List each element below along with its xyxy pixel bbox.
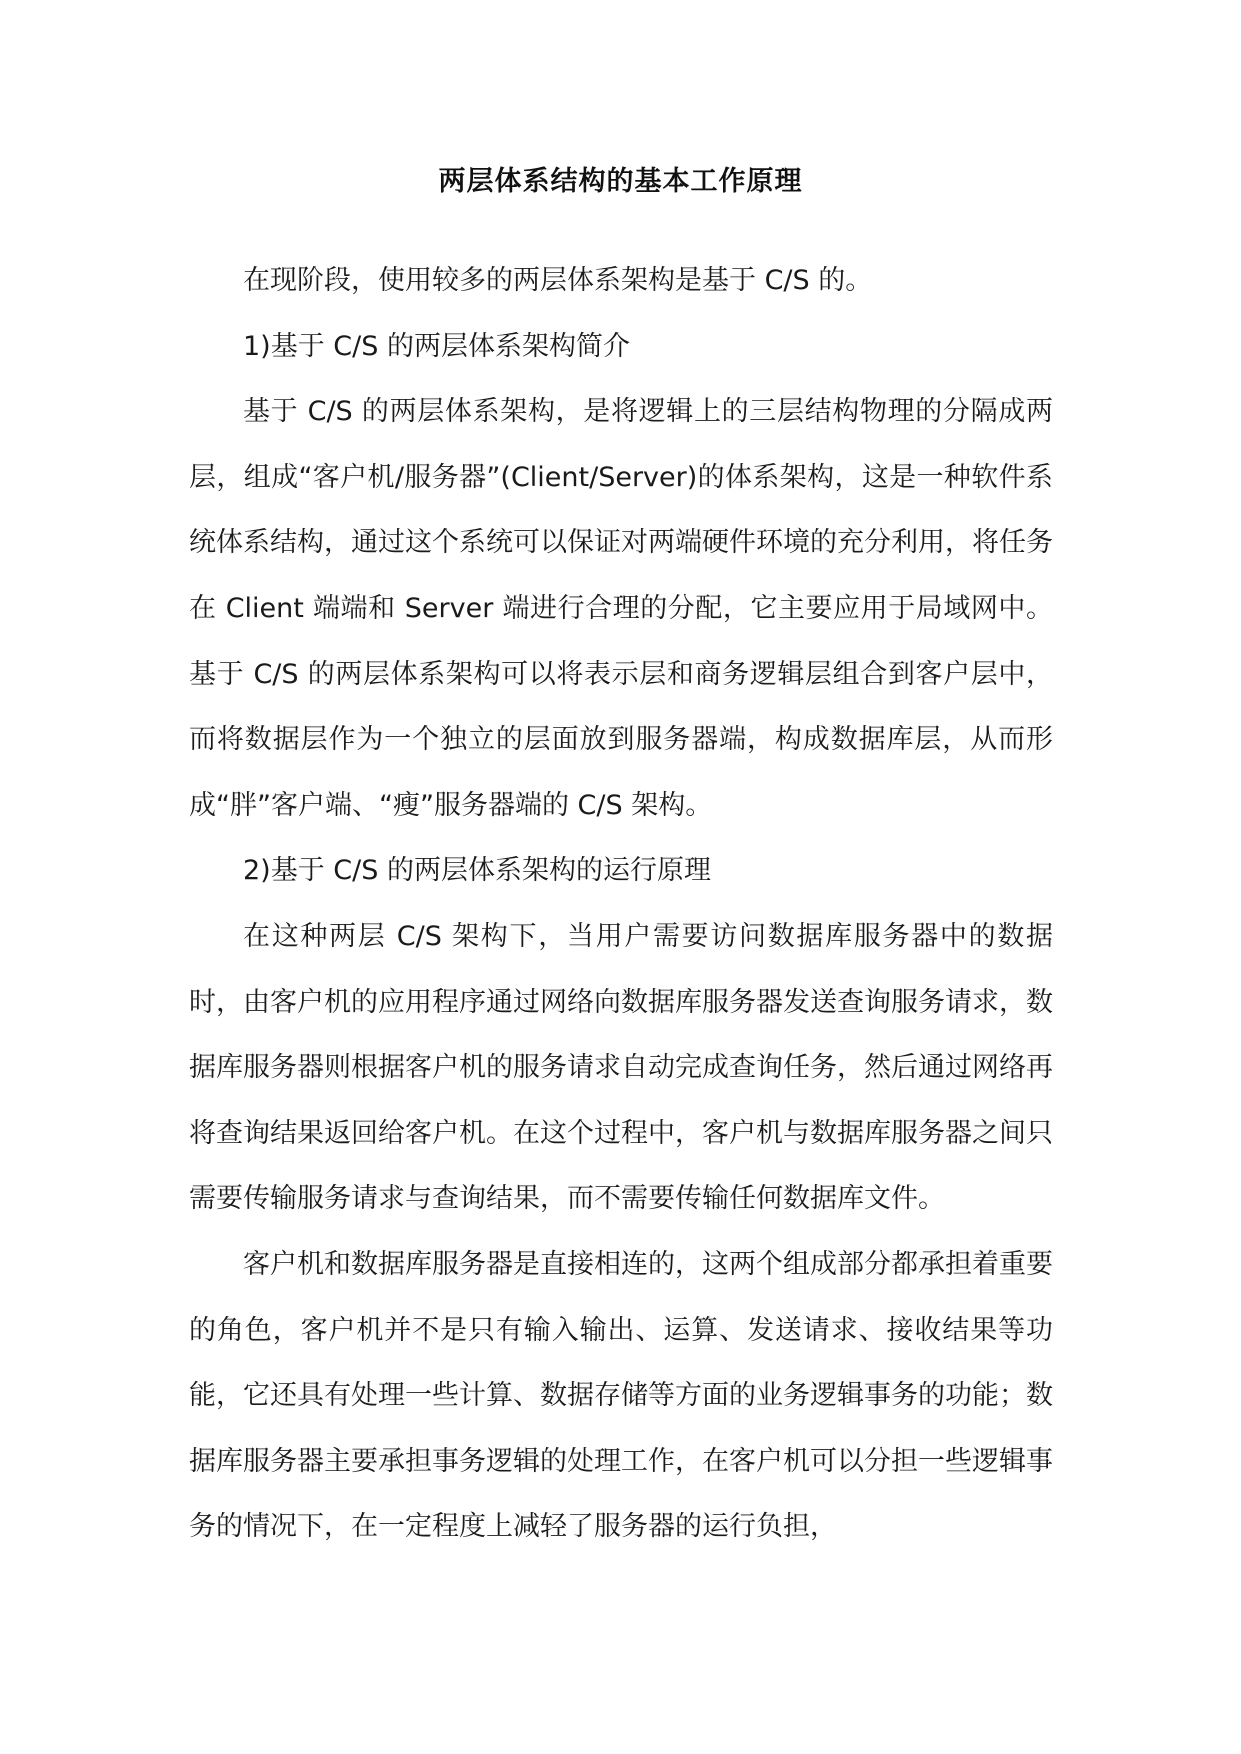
paragraph-cs-operation: 在这种两层 C/S 架构下，当用户需要访问数据库服务器中的数据时，由客户机的应用程序通过网络向数据库服务器发送查询服务请求，数据库服务器则根据客户机的服务请求自动完成查询任务，然后通过网络再将查询结果返回给客户机。在这个过程中，客户机与数据库服务器之间只需要传输服务请求与查询结果，而不需要传输任何数据库文件。 xyxy=(189,920,1053,1215)
paragraph-intro: 在现阶段，使用较多的两层体系架构是基于 C/S 的。 xyxy=(243,265,873,296)
section-heading-2: 2)基于 C/S 的两层体系架构的运行原理 xyxy=(243,855,711,887)
document-body xyxy=(189,248,1053,1560)
document-title: 两层体系结构的基本工作原理 xyxy=(438,166,803,197)
paragraph-client-server-roles: 客户机和数据库服务器是直接相连的，这两个组成部分都承担着重要的角色，客户机并不是只有输入输出、运算、发送请求、接收结果等功能，它还具有处理一些计算、数据存储等方面的业务逻辑事务的功能；数据库服务器主要承担事务逻辑的处理工作，在客户机可以分担一些逻辑事务的情况下，在一定程度上减轻了服务器的运行负担， xyxy=(189,1248,1053,1543)
paragraph-cs-overview: 基于 C/S 的两层体系架构，是将逻辑上的三层结构物理的分隔成两层，组成“客户机/服务器”(Client/Server)的体系架构，这是一种软件系统体系结构，通过这个系统可以保证对两端硬件环境的充分利用，将任务在 Client 端端和 Server 端进行合理的分配，它主要应用于局域网中。基于 C/S 的两层体系架构可以将表示层和商务逻辑层组合到客户层中，而将数据层作为一个独立的层面放到服务器端，构成数据库层，从而形成“胖”客户端、“瘦”服务器端的 C/S 架构。 xyxy=(189,396,1053,821)
section-heading-1: 1)基于 C/S 的两层体系架构简介 xyxy=(243,330,630,362)
